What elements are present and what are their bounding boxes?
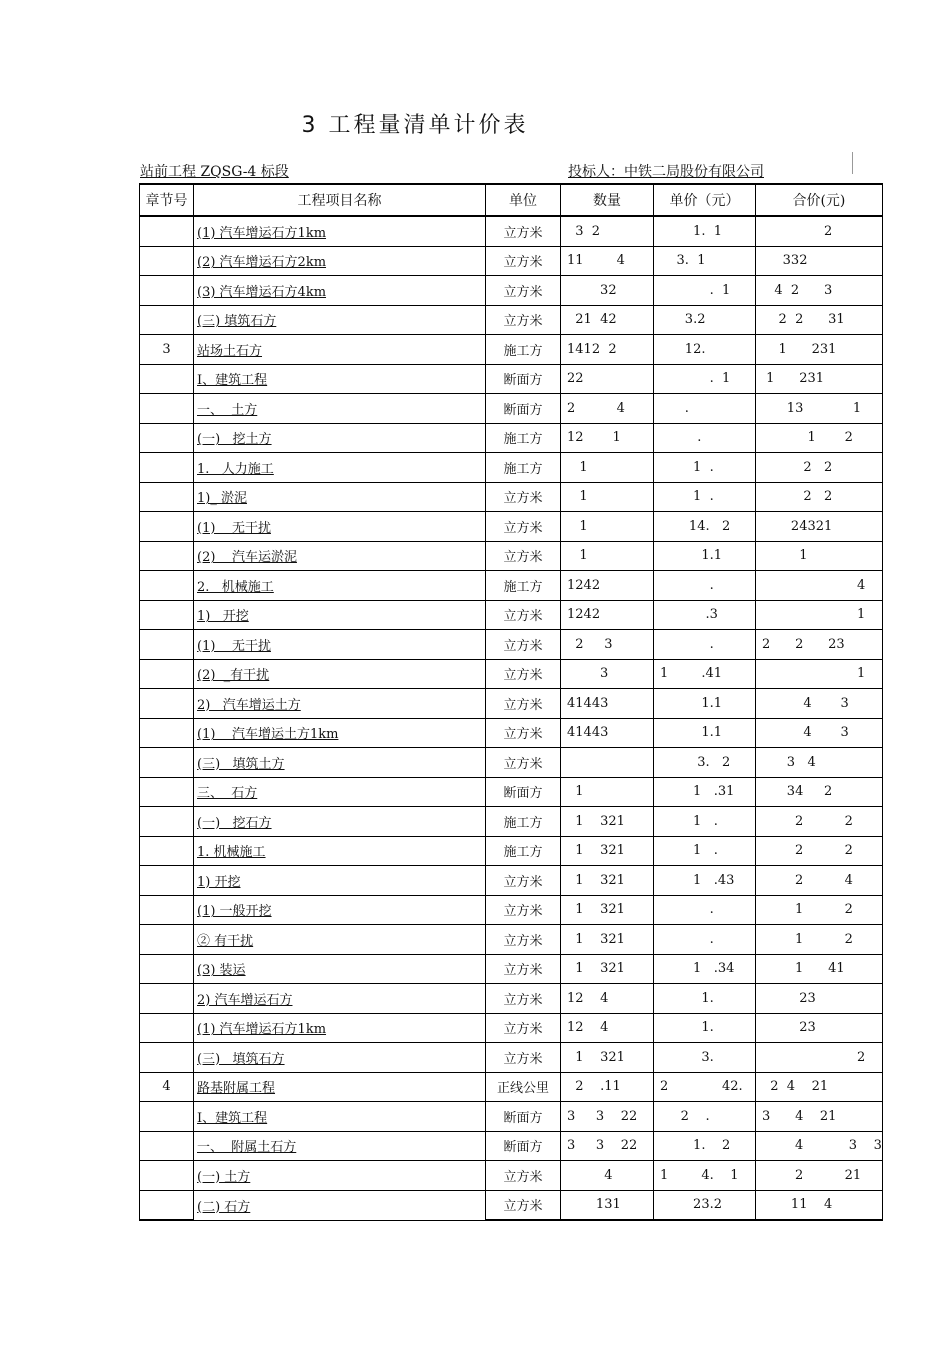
unit-price-cell: . (654, 423, 756, 453)
quantity-cell: 1 321 (561, 807, 654, 837)
table-row (140, 1102, 883, 1132)
total-price-cell: 24321 (756, 512, 883, 542)
total-price-cell: 2 (756, 216, 883, 246)
unit-price-cell: 1.1 (654, 689, 756, 719)
unit-cell: 立方米 (486, 1043, 561, 1073)
table-row (140, 984, 883, 1014)
total-price-cell: 4 3 3 (756, 1131, 883, 1161)
total-price-cell: 2 (756, 1043, 883, 1073)
section-cell (140, 512, 194, 542)
item-name-cell: (1) 一般开挖 (194, 895, 486, 925)
unit-cell: 立方米 (486, 541, 561, 571)
total-price-cell: 11 4 (756, 1190, 883, 1220)
unit-price-cell: 1 4. 1 (654, 1161, 756, 1191)
item-name-cell: (三) 填筑土方 (194, 748, 486, 778)
table-row (140, 954, 883, 984)
unit-cell: 立方米 (486, 216, 561, 246)
section-cell (140, 482, 194, 512)
table-row (140, 394, 883, 424)
unit-price-cell: . (654, 925, 756, 955)
quantity-cell: 1 (561, 453, 654, 483)
col-header-unit: 单位 (486, 184, 561, 216)
item-name-cell: 1. 人力施工 (194, 453, 486, 483)
item-name-cell: (2) _有干扰 (194, 659, 486, 689)
unit-cell: 立方米 (486, 512, 561, 542)
item-name-cell: (1) 汽车增运石方1km (194, 1013, 486, 1043)
unit-price-cell: 1 .43 (654, 866, 756, 896)
unit-price-cell: 1 . (654, 807, 756, 837)
page-title: 3 工程量清单计价表 (301, 113, 529, 138)
unit-price-cell: . 1 (654, 276, 756, 306)
unit-cell: 立方米 (486, 1013, 561, 1043)
section-cell (140, 423, 194, 453)
quantity-cell: 1 321 (561, 866, 654, 896)
quantity-cell: 41443 (561, 689, 654, 719)
item-name-cell: (一) 土方 (194, 1161, 486, 1191)
section-cell (140, 541, 194, 571)
quantity-cell: 1 321 (561, 1043, 654, 1073)
item-name-cell: ② 有干扰 (194, 925, 486, 955)
unit-price-cell: 1.1 (654, 718, 756, 748)
section-cell (140, 1161, 194, 1191)
table-row (140, 512, 883, 542)
unit-cell: 立方米 (486, 866, 561, 896)
total-price-cell: 13 1 (756, 394, 883, 424)
quantity-cell: 1 (561, 541, 654, 571)
item-name-cell: (1) 汽车增运石方1km (194, 216, 486, 246)
unit-cell: 断面方 (486, 1131, 561, 1161)
quantity-cell: 3 3 22 (561, 1102, 654, 1132)
quantity-cell: 1 (561, 482, 654, 512)
table-row (140, 453, 883, 483)
total-price-cell: 1 41 (756, 954, 883, 984)
unit-cell: 施工方 (486, 453, 561, 483)
quantity-cell: 3 (561, 659, 654, 689)
quantity-cell: 1 (561, 512, 654, 542)
unit-cell: 立方米 (486, 305, 561, 335)
unit-cell: 立方米 (486, 718, 561, 748)
quantity-cell: 41443 (561, 718, 654, 748)
table-row (140, 630, 883, 660)
table-row (140, 216, 883, 246)
total-price-cell: 1 (756, 600, 883, 630)
quantity-cell: 2 .11 (561, 1072, 654, 1102)
section-label: 站前工程 ZQSG-4 标段 (140, 164, 289, 180)
quantity-cell: 21 42 (561, 305, 654, 335)
section-cell (140, 453, 194, 483)
total-price-cell: 1 231 (756, 335, 883, 365)
table-row (140, 718, 883, 748)
section-cell (140, 807, 194, 837)
total-price-cell: 4 2 3 (756, 276, 883, 306)
quantity-cell (561, 748, 654, 778)
item-name-cell: (1) 汽车增运土方1km (194, 718, 486, 748)
item-name-cell: 路基附属工程 (194, 1072, 486, 1102)
section-cell (140, 925, 194, 955)
total-price-cell: 1 (756, 659, 883, 689)
item-name-cell: 三、 石方 (194, 777, 486, 807)
total-price-cell: 4 3 (756, 718, 883, 748)
table-row (140, 246, 883, 276)
unit-cell: 立方米 (486, 246, 561, 276)
bidder-label: 投标人：中铁二局股份有限公司 (568, 164, 764, 180)
table-row (140, 335, 883, 365)
total-price-cell: 4 3 (756, 689, 883, 719)
col-header-qty: 数量 (561, 184, 654, 216)
quantity-cell: 1412 2 (561, 335, 654, 365)
unit-price-cell: 2 . (654, 1102, 756, 1132)
table-row (140, 1131, 883, 1161)
table-row (140, 895, 883, 925)
unit-price-cell: .3 (654, 600, 756, 630)
quantity-cell: 4 (561, 1161, 654, 1191)
total-price-cell: 3 4 21 (756, 1102, 883, 1132)
total-price-cell: 2 2 (756, 482, 883, 512)
col-header-price: 单价（元） (654, 184, 756, 216)
item-name-cell: 2) 汽车增运石方 (194, 984, 486, 1014)
table-row (140, 925, 883, 955)
item-name-cell: Ⅰ、建筑工程 (194, 1102, 486, 1132)
total-price-cell: 1 (756, 541, 883, 571)
table-row (140, 305, 883, 335)
unit-cell: 立方米 (486, 895, 561, 925)
item-name-cell: (一) 挖土方 (194, 423, 486, 453)
item-name-cell: (三) 填筑石方 (194, 1043, 486, 1073)
item-name-cell: 一、 土方 (194, 394, 486, 424)
section-cell (140, 394, 194, 424)
total-price-cell: 1 2 (756, 895, 883, 925)
header-divider (852, 152, 853, 174)
section-cell (140, 984, 194, 1014)
section-cell (140, 364, 194, 394)
unit-price-cell: 1 .41 (654, 659, 756, 689)
unit-price-cell: . 1 (654, 364, 756, 394)
table-row (140, 1161, 883, 1191)
section-cell (140, 276, 194, 306)
table-row (140, 276, 883, 306)
total-price-cell: 23 (756, 1013, 883, 1043)
unit-cell: 立方米 (486, 1190, 561, 1220)
item-name-cell: 1. 机械施工 (194, 836, 486, 866)
item-name-cell: (一) 挖石方 (194, 807, 486, 837)
item-name-cell: (2) 汽车增运石方2km (194, 246, 486, 276)
unit-price-cell: 14. 2 (654, 512, 756, 542)
section-cell (140, 866, 194, 896)
unit-price-cell: 1 . (654, 836, 756, 866)
total-price-cell: 2 2 23 (756, 630, 883, 660)
table-row (140, 836, 883, 866)
unit-price-cell: 1 . (654, 482, 756, 512)
table-row (140, 659, 883, 689)
unit-cell: 施工方 (486, 836, 561, 866)
item-name-cell: (2) 汽车运淤泥 (194, 541, 486, 571)
table-row (140, 777, 883, 807)
section-cell: 3 (140, 335, 194, 365)
section-cell (140, 659, 194, 689)
item-name-cell: (1) 无干扰 (194, 512, 486, 542)
table-row (140, 600, 883, 630)
unit-cell: 断面方 (486, 1102, 561, 1132)
total-price-cell: 2 2 31 (756, 305, 883, 335)
unit-cell: 施工方 (486, 335, 561, 365)
table-row (140, 1190, 883, 1220)
quantity-cell: 12 4 (561, 1013, 654, 1043)
item-name-cell: (3) 装运 (194, 954, 486, 984)
unit-price-cell: 1 . (654, 453, 756, 483)
section-cell (140, 246, 194, 276)
quantity-cell: 1 (561, 777, 654, 807)
section-cell (140, 748, 194, 778)
table-row (140, 482, 883, 512)
table-row (140, 423, 883, 453)
total-price-cell: 2 2 (756, 836, 883, 866)
table-row (140, 689, 883, 719)
item-name-cell: (二) 石方 (194, 1190, 486, 1220)
unit-price-cell: 1 .34 (654, 954, 756, 984)
unit-price-cell: 2 42. (654, 1072, 756, 1102)
unit-price-cell: 3. 2 (654, 748, 756, 778)
unit-cell: 断面方 (486, 394, 561, 424)
unit-cell: 立方米 (486, 600, 561, 630)
unit-cell: 施工方 (486, 423, 561, 453)
section-cell (140, 954, 194, 984)
item-name-cell: (1) 无干扰 (194, 630, 486, 660)
item-name-cell: 一、 附属土石方 (194, 1131, 486, 1161)
unit-cell: 立方米 (486, 630, 561, 660)
table-row (140, 1013, 883, 1043)
unit-price-cell: 1. 1 (654, 216, 756, 246)
table-row (140, 866, 883, 896)
item-name-cell: 2) 汽车增运土方 (194, 689, 486, 719)
quantity-cell: 1 321 (561, 925, 654, 955)
unit-price-cell: 3. (654, 1043, 756, 1073)
table-row (140, 807, 883, 837)
quantity-cell: 1 321 (561, 954, 654, 984)
quantity-cell: 1242 (561, 600, 654, 630)
unit-cell: 立方米 (486, 954, 561, 984)
quantity-cell: 1 321 (561, 836, 654, 866)
unit-price-cell: . (654, 394, 756, 424)
total-price-cell: 23 (756, 984, 883, 1014)
unit-cell: 施工方 (486, 571, 561, 601)
unit-price-cell: 3. 1 (654, 246, 756, 276)
quantity-cell: 12 4 (561, 984, 654, 1014)
unit-price-cell: 1 .31 (654, 777, 756, 807)
total-price-cell: 332 (756, 246, 883, 276)
quantity-cell: 3 3 22 (561, 1131, 654, 1161)
unit-price-cell: 12. (654, 335, 756, 365)
table-row (140, 1043, 883, 1073)
unit-cell: 立方米 (486, 276, 561, 306)
table-row (140, 571, 883, 601)
unit-price-cell: 1.1 (654, 541, 756, 571)
item-name-cell: (3) 汽车增运石方4km (194, 276, 486, 306)
quantity-cell: 1242 (561, 571, 654, 601)
quantity-cell: 12 1 (561, 423, 654, 453)
col-header-total: 合价(元) (756, 184, 883, 216)
item-name-cell: 1)_ 淤泥 (194, 482, 486, 512)
quantity-cell: 131 (561, 1190, 654, 1220)
unit-cell: 正线公里 (486, 1072, 561, 1102)
section-cell (140, 1131, 194, 1161)
quantity-cell: 2 4 (561, 394, 654, 424)
unit-cell: 断面方 (486, 364, 561, 394)
total-price-cell: 3 4 (756, 748, 883, 778)
unit-cell: 立方米 (486, 925, 561, 955)
item-name-cell: 1) 开挖 (194, 866, 486, 896)
total-price-cell: 1 2 (756, 925, 883, 955)
total-price-cell: 1 2 (756, 423, 883, 453)
item-name-cell: 1) 开挖 (194, 600, 486, 630)
section-cell (140, 1013, 194, 1043)
unit-cell: 立方米 (486, 1161, 561, 1191)
total-price-cell: 1 231 (756, 364, 883, 394)
total-price-cell: 2 2 (756, 807, 883, 837)
section-cell (140, 216, 194, 246)
section-cell (140, 689, 194, 719)
section-cell (140, 1190, 194, 1220)
unit-cell: 立方米 (486, 748, 561, 778)
unit-cell: 断面方 (486, 777, 561, 807)
total-price-cell: 2 4 (756, 866, 883, 896)
col-header-section: 章节号 (140, 184, 194, 216)
item-name-cell: (三) 填筑石方 (194, 305, 486, 335)
unit-cell: 立方米 (486, 689, 561, 719)
quantity-cell: 22 (561, 364, 654, 394)
pricing-table (139, 183, 883, 1221)
section-cell (140, 1102, 194, 1132)
unit-price-cell: 23.2 (654, 1190, 756, 1220)
table-header-row (140, 184, 883, 216)
quantity-cell: 11 4 (561, 246, 654, 276)
item-name-cell: 站场土石方 (194, 335, 486, 365)
unit-cell: 立方米 (486, 482, 561, 512)
section-cell (140, 836, 194, 866)
section-cell (140, 718, 194, 748)
total-price-cell: 4 (756, 571, 883, 601)
table-row (140, 541, 883, 571)
section-cell (140, 777, 194, 807)
item-name-cell: 2. 机械施工 (194, 571, 486, 601)
quantity-cell: 2 3 (561, 630, 654, 660)
section-cell (140, 305, 194, 335)
unit-price-cell: . (654, 895, 756, 925)
unit-price-cell: 1. (654, 984, 756, 1014)
quantity-cell: 3 2 (561, 216, 654, 246)
quantity-cell: 1 321 (561, 895, 654, 925)
table-row (140, 748, 883, 778)
section-cell (140, 895, 194, 925)
total-price-cell: 2 2 (756, 453, 883, 483)
total-price-cell: 2 4 21 (756, 1072, 883, 1102)
unit-price-cell: 3.2 (654, 305, 756, 335)
unit-price-cell: . (654, 571, 756, 601)
section-cell (140, 630, 194, 660)
unit-price-cell: . (654, 630, 756, 660)
total-price-cell: 34 2 (756, 777, 883, 807)
item-name-cell: Ⅰ、建筑工程 (194, 364, 486, 394)
unit-cell: 立方米 (486, 659, 561, 689)
unit-price-cell: 1. (654, 1013, 756, 1043)
unit-cell: 立方米 (486, 984, 561, 1014)
section-cell (140, 571, 194, 601)
section-cell: 4 (140, 1072, 194, 1102)
total-price-cell: 2 21 (756, 1161, 883, 1191)
unit-price-cell: 1. 2 (654, 1131, 756, 1161)
unit-cell: 施工方 (486, 807, 561, 837)
section-cell (140, 1043, 194, 1073)
table-row (140, 1072, 883, 1102)
col-header-name: 工程项目名称 (194, 184, 486, 216)
quantity-cell: 32 (561, 276, 654, 306)
section-cell (140, 600, 194, 630)
table-row (140, 364, 883, 394)
